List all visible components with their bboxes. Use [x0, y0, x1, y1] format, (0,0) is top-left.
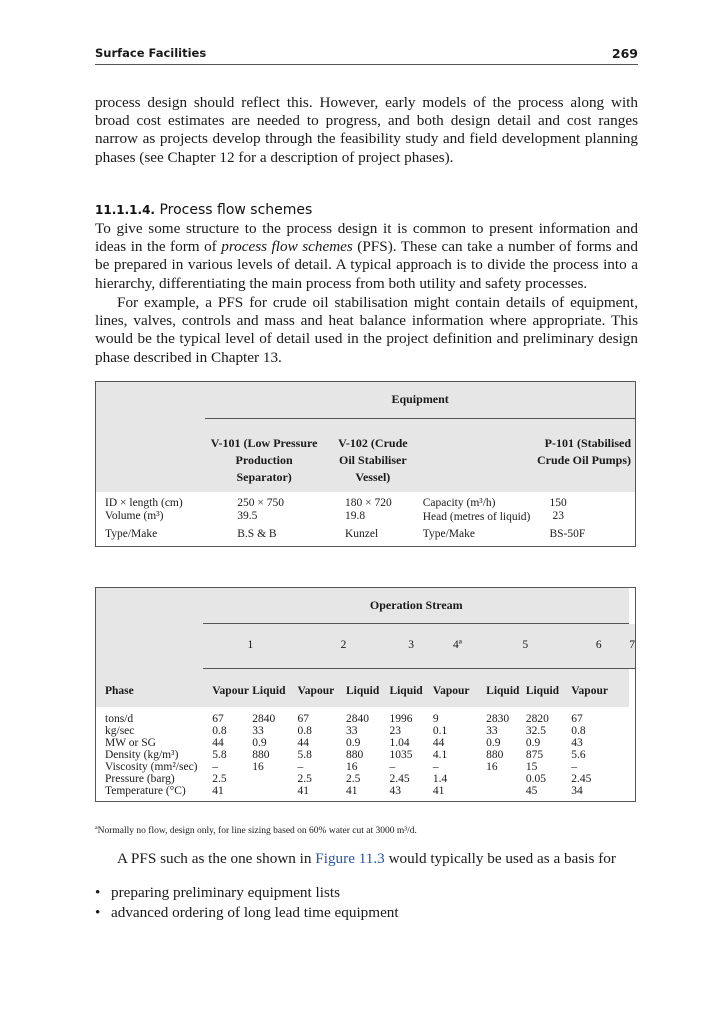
bullet-item: • advanced ordering of long lead time equipment [95, 903, 399, 923]
stream-row-label: Viscosity (mm²/sec) [105, 760, 198, 773]
stream-cell: 880 [346, 748, 364, 761]
stream-cell: 875 [525, 748, 544, 761]
phase-cell: Liquid [346, 685, 380, 697]
stream-row-label: Pressure (barg) [105, 772, 175, 785]
stream-cell: 67 [571, 712, 583, 725]
stream-cell: – [389, 760, 396, 773]
v101-line: Separator) [236, 470, 292, 484]
p101-line: Crude Oil Pumps) [536, 453, 631, 467]
stream-row [96, 737, 636, 749]
stream-cell: 41 [432, 784, 445, 797]
v102-line: Oil Stabiliser [339, 453, 407, 467]
stream-cell: 9 [432, 712, 439, 725]
stream-cell: 2820 [525, 712, 549, 725]
stream-cell: – [297, 760, 304, 773]
stream-number: 4ª [433, 624, 482, 669]
stream-cell: 44 [297, 736, 310, 749]
stream-row [96, 707, 636, 725]
stream-row-label: tons/d [105, 712, 134, 725]
v102-header [323, 419, 423, 492]
paragraph-2 [95, 220, 638, 293]
stream-cell: 43 [571, 736, 583, 749]
eq-cell: 39.5 [237, 509, 258, 522]
stream-cell: 45 [525, 784, 538, 797]
stream-cell: 41 [212, 784, 224, 797]
stream-number: 7 [629, 624, 635, 669]
stream-cell: 1.04 [389, 736, 410, 749]
eq-cell: Head (metres of liquid) [422, 510, 531, 523]
stream-cell: 1.4 [432, 772, 448, 785]
stream-cell: 33 [346, 724, 358, 737]
stream-cell: 0.05 [525, 772, 546, 785]
stream-cell: – [571, 760, 578, 773]
stream-cell: 41 [346, 784, 358, 797]
stream-cell: 0.8 [212, 724, 227, 737]
eq-cell: Type/Make [422, 527, 475, 540]
eq-cell: 19.8 [344, 509, 366, 522]
phase-cell: Vapour [297, 685, 335, 697]
table-footnote: ªNormally no flow, design only, for line sizing based on 60% water cut at 3000 m³/d. [95, 826, 417, 836]
running-header [95, 46, 638, 65]
stream-cell: 16 [346, 760, 358, 773]
stream-row [96, 749, 636, 761]
stream-cell: 880 [252, 748, 270, 761]
stream-cell: 33 [486, 724, 498, 737]
phase-label: Phase [105, 684, 134, 697]
stream-cell: 33 [252, 724, 264, 737]
para2-text: To give some structure to the process design it is common to present information and ideas in the form of [95, 220, 638, 256]
stream-cell: 5.8 [297, 748, 312, 761]
eq-row-label: Volume (m³) [105, 509, 164, 522]
paragraph-1: process design should reflect this. However, early models of the process along with broad cost estimates are needed to progress, and both design detail and cost ranges narrow as projects develop through the feasibility study and field development planning phases (see Chapter 12 for a description of project phases). [95, 94, 638, 166]
stream-row-label: MW or SG [105, 736, 156, 749]
stream-row [96, 761, 636, 773]
stream-number: 6 [568, 624, 629, 669]
stream-cell: 44 [212, 736, 224, 749]
stream-cell: 0.8 [571, 724, 586, 737]
stream-cell: 2.5 [346, 772, 361, 785]
section-heading [95, 202, 312, 218]
stream-cell: 0.9 [252, 736, 267, 749]
stream-cell: 0.8 [297, 724, 312, 737]
stream-cell: 43 [389, 784, 401, 797]
phase-cell: Liquid [389, 685, 423, 697]
stream-cell [250, 773, 297, 785]
eq-cell: 23 [552, 509, 564, 522]
stream-cell: 2.5 [297, 772, 312, 785]
section-number: 11.1.1.4. [95, 203, 155, 217]
phase-cell: Liquid [486, 685, 520, 697]
stream-cell: 1035 [389, 748, 413, 761]
v101-header [205, 419, 323, 492]
eq-cell: 250 × 750 [237, 496, 285, 509]
equipment-table [95, 381, 636, 547]
stream-cell: – [432, 760, 439, 773]
stream-cell: 32.5 [525, 724, 546, 737]
stream-cell [482, 785, 526, 802]
bullet-list [95, 883, 399, 923]
stream-cell: 0.1 [432, 724, 448, 737]
stream-rows [96, 707, 636, 802]
stream-cell: 2840 [346, 712, 369, 725]
phase-cell: Vapour [571, 685, 608, 697]
stream-cell: – [212, 760, 219, 773]
stream-row [96, 725, 636, 737]
stream-cell: 5.6 [571, 748, 586, 761]
pfs-term: process flow schemes [221, 238, 353, 256]
stream-cell: 0.9 [486, 736, 501, 749]
para4-text: A PFS such as the one shown in [117, 850, 316, 867]
stream-cell: 34 [571, 784, 583, 797]
stream-cell [482, 773, 526, 785]
v102-line: Vessel) [355, 470, 391, 484]
stream-cell: 15 [525, 760, 538, 773]
p101-line: P-101 (Stabilised [544, 436, 631, 450]
header-section: Surface Facilities [95, 46, 207, 60]
stream-number: 3 [389, 624, 432, 669]
stream-row-label: kg/sec [105, 724, 135, 737]
phase-cell: Liquid [525, 685, 560, 697]
stream-cell: 2830 [486, 712, 510, 725]
phase-cell: Liquid [252, 685, 286, 697]
stream-cell: 67 [297, 712, 310, 725]
eq-cell: 180 × 720 [344, 496, 392, 509]
stream-cell: 0.9 [346, 736, 361, 749]
figure-link[interactable]: Figure 11.3 [315, 850, 385, 867]
stream-cell: 0.9 [525, 736, 541, 749]
paragraph-4 [95, 850, 638, 868]
stream-cell [250, 785, 297, 802]
page-number: 269 [611, 46, 638, 61]
stream-cell: 41 [297, 784, 310, 797]
stream-heading: Operation Stream [203, 588, 629, 624]
para4-text-end: would typically be used as a basis for [384, 850, 616, 867]
eq-row-label: ID × length (cm) [105, 496, 183, 509]
stream-row [96, 773, 636, 785]
stream-cell: 2.45 [389, 772, 410, 785]
stream-row [96, 785, 636, 802]
stream-cell: 880 [486, 748, 504, 761]
stream-cell: 5.8 [212, 748, 227, 761]
stream-cell: 2840 [252, 712, 276, 725]
section-title: Process flow schemes [159, 202, 313, 218]
phase-cell: Vapour [432, 685, 470, 697]
stream-cell: 2.5 [212, 772, 227, 785]
v101-line: Production [235, 453, 293, 467]
v102-line: V-102 (Crude [338, 436, 408, 450]
stream-cell: 1996 [389, 712, 413, 725]
eq-row-label: Type/Make [105, 527, 158, 540]
stream-number: 5 [482, 624, 568, 669]
stream-cell: 23 [389, 724, 401, 737]
eq-cell: B.S & B [237, 527, 277, 540]
eq-cell: Capacity (m³/h) [422, 496, 496, 509]
stream-table [95, 587, 636, 802]
p101-header [534, 419, 635, 492]
v101-line: V-101 (Low Pressure [210, 436, 318, 450]
phase-cell: Vapour [212, 685, 249, 697]
equipment-heading: Equipment [205, 382, 635, 419]
stream-number: 2 [298, 624, 390, 669]
stream-cell: 67 [212, 712, 224, 725]
stream-cell: 16 [252, 760, 264, 773]
eq-cell: Kunzel [344, 527, 379, 540]
bullet-item: • preparing preliminary equipment lists [95, 883, 399, 903]
para2-text-end: (PFS). These can take a number of forms and be prepared in various levels of detail. A typical approach is to divide the process into a hierarchy, differentiating the main process from both utility and safety processes. [95, 238, 638, 292]
stream-row-label: Temperature (°C) [105, 784, 186, 797]
stream-number: 1 [203, 624, 297, 669]
eq-cell: BS-50F [549, 527, 586, 540]
stream-cell: 44 [432, 736, 445, 749]
stream-row-label: Density (kg/m³) [105, 748, 179, 761]
eq-cell: 150 [549, 496, 567, 509]
stream-cell: 2.45 [571, 772, 592, 785]
stream-cell: 16 [486, 760, 498, 773]
stream-cell: 4.1 [432, 748, 448, 761]
paragraph-3: For example, a PFS for crude oil stabilisation might contain details of equipment, lines, valves, controls and mass and heat balance information where appropriate. This would be the typical level of detail used in the project definition and preliminary design phase described in Chapter 13. [95, 294, 638, 366]
